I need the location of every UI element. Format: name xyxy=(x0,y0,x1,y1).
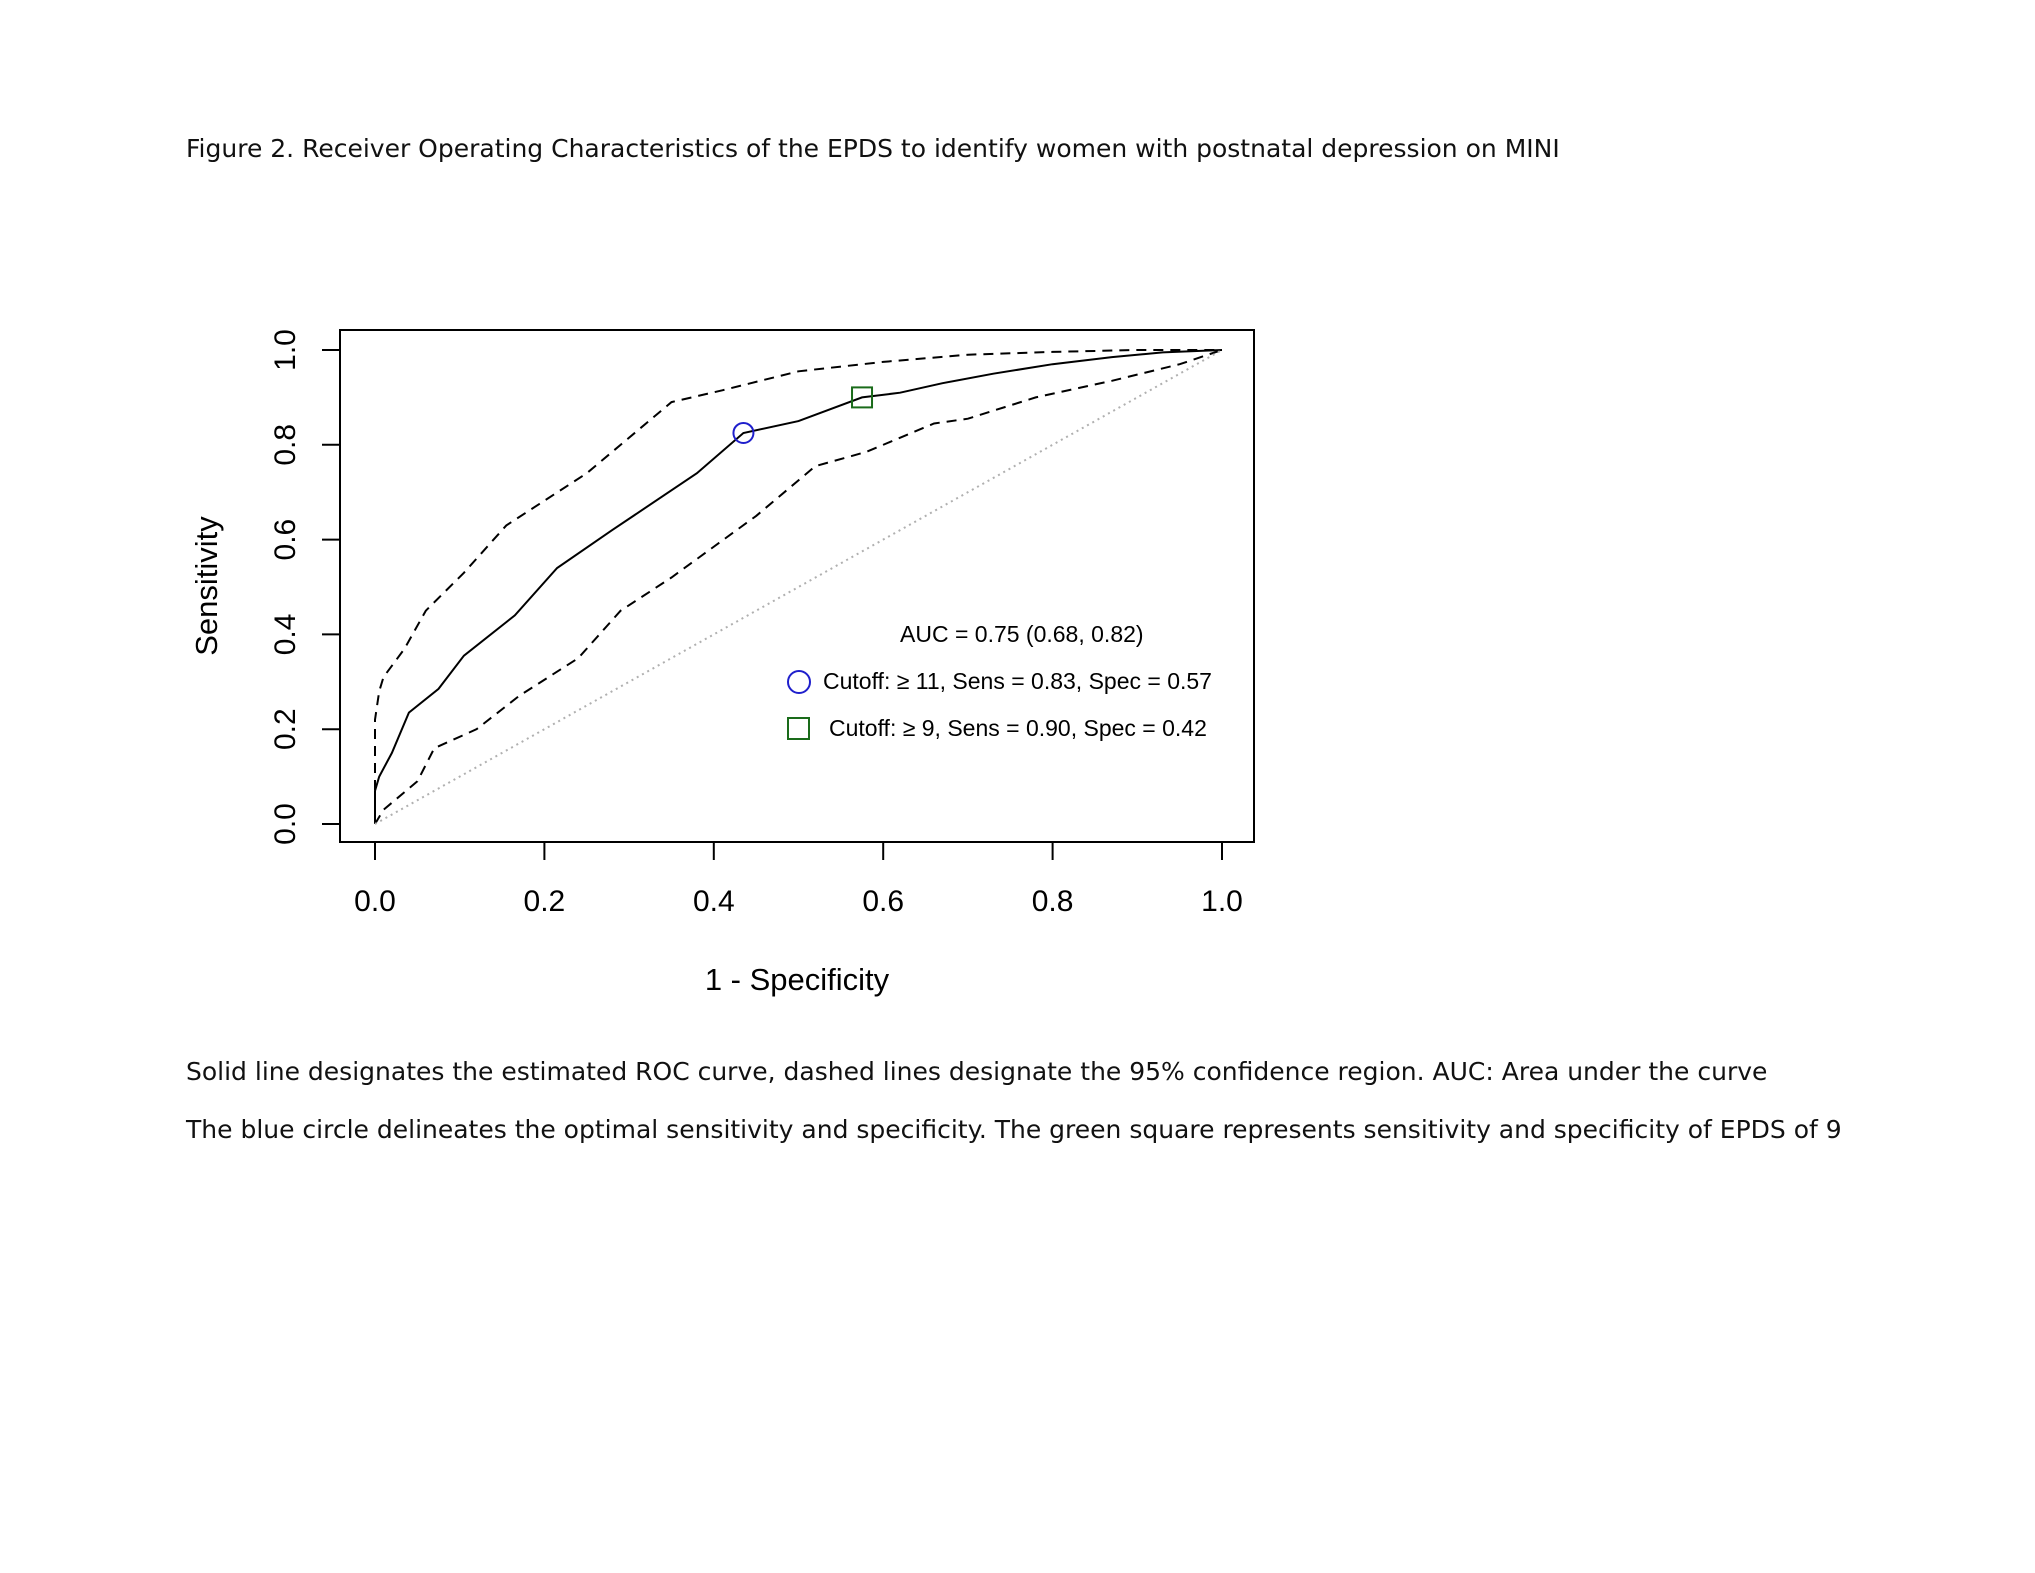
y-tick-label: 0.2 xyxy=(269,708,302,751)
series-layer xyxy=(375,350,1222,824)
legend-circle-icon xyxy=(788,671,810,693)
y-axis xyxy=(269,329,340,845)
x-tick-label: 0.6 xyxy=(862,885,905,918)
marker-layer xyxy=(733,387,872,443)
x-tick-label: 0.4 xyxy=(692,885,735,918)
x-tick-label: 0.8 xyxy=(1031,885,1074,918)
x-axis-label: 1 - Specificity xyxy=(704,962,890,997)
x-axis xyxy=(354,842,1243,918)
y-tick-label: 0.6 xyxy=(269,518,302,561)
y-tick-label: 0.8 xyxy=(269,423,302,466)
plot-frame xyxy=(340,330,1254,842)
x-tick-label: 0.2 xyxy=(523,885,566,918)
legend-square-icon xyxy=(788,718,809,739)
x-tick-label: 1.0 xyxy=(1201,885,1243,918)
figure-note-markers: The blue circle delineates the optimal sensitivity and specificity. The green square represents sensitivity and specificity of EPDS of 9 xyxy=(186,1115,1842,1144)
auc-annotation: AUC = 0.75 (0.68, 0.82) xyxy=(900,621,1144,647)
figure-title: Figure 2. Receiver Operating Characteristics of the EPDS to identify women with postnatal depression on MINI xyxy=(186,134,1560,163)
y-tick-label: 0.0 xyxy=(269,803,302,845)
y-tick-label: 0.4 xyxy=(269,613,302,656)
x-tick-label: 0.0 xyxy=(354,885,396,918)
y-tick-label: 1.0 xyxy=(269,329,302,371)
figure-note-roc: Solid line designates the estimated ROC curve, dashed lines designate the 95% confidence region. AUC: Area under the curve xyxy=(186,1057,1768,1086)
legend-square-label: Cutoff: ≥ 9, Sens = 0.90, Spec = 0.42 xyxy=(829,715,1207,741)
legend-circle-label: Cutoff: ≥ 11, Sens = 0.83, Spec = 0.57 xyxy=(823,668,1212,694)
y-axis-label: Sensitivity xyxy=(189,516,224,656)
